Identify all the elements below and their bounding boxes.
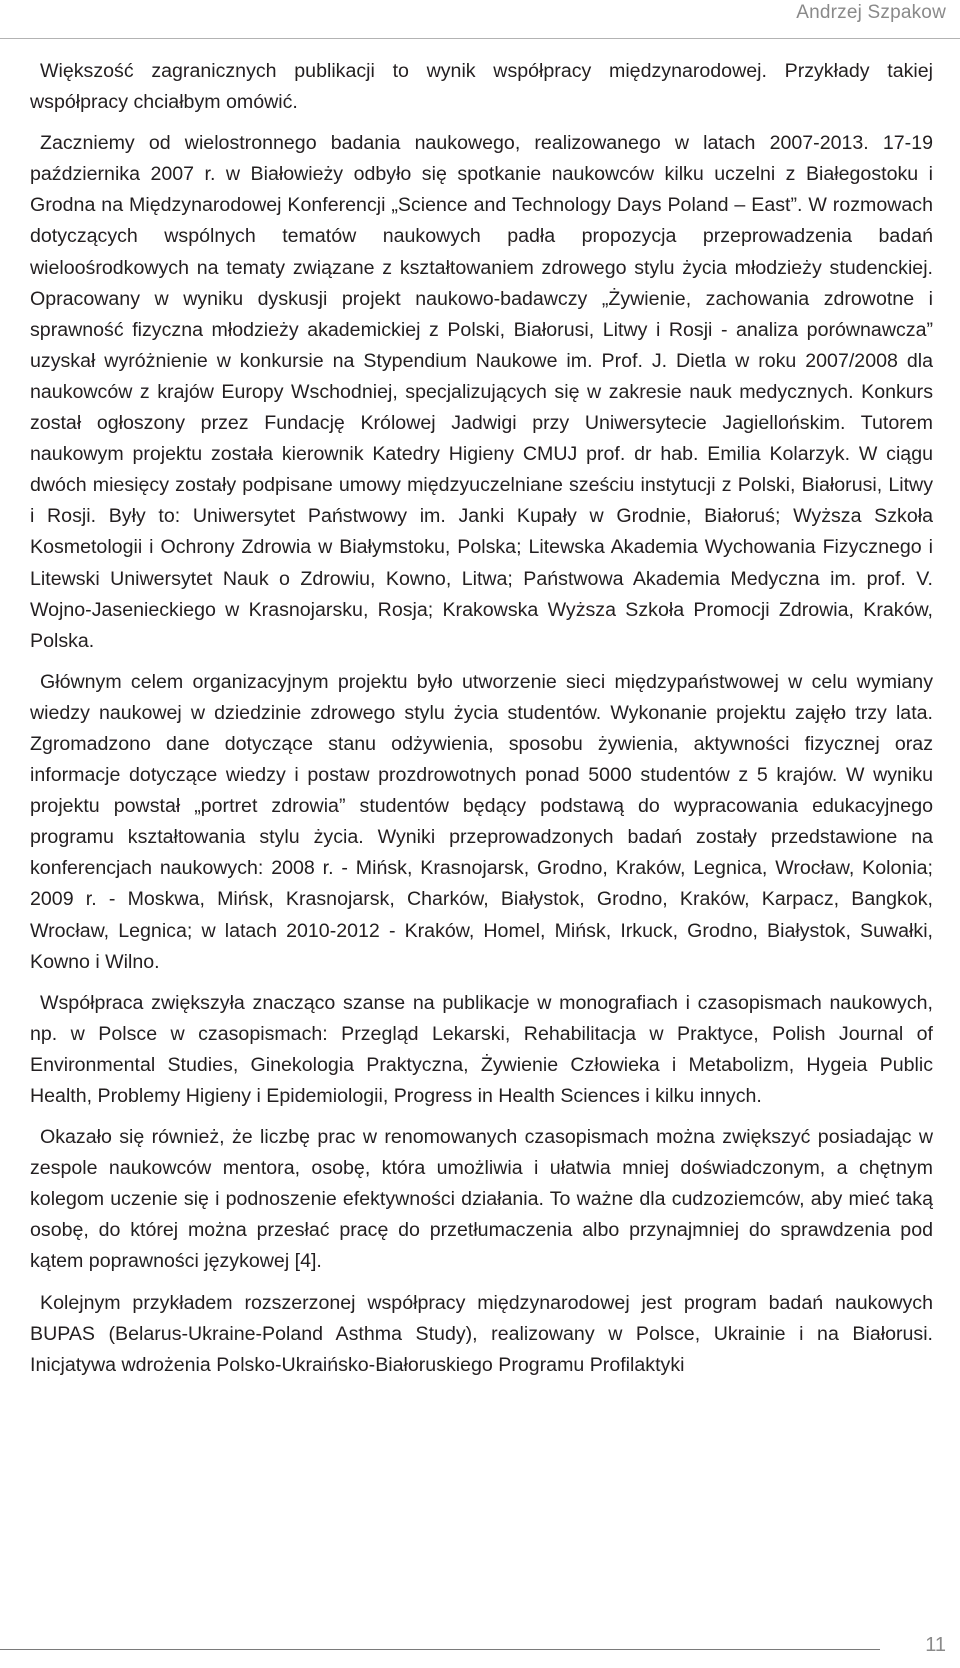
paragraph-5: Okazało się również, że liczbę prac w renomowanych czasopismach można zwiększyć posiadając w zespole naukowców mentora, osobę, która umożliwia i ułatwia mniej doświadczonym, a chętnym kolegom uczenie się i podnoszenie efektywności działania. To ważne dla cudzoziemców, aby mieć taką osobę, do której można przesłać pracę do przetłumaczenia albo przynajmniej do sprawdzenia pod kątem poprawności językowej [4]. [30, 1126, 933, 1273]
paragraph-4: Współpraca zwiększyła znacząco szanse na publikacje w monografiach i czasopismach naukowych, np. w Polsce w czasopismach: Przegląd Lekarski, Rehabilitacja w Praktyce, Polish Journal of Environmental Studies, Ginekologia Praktyczna, Żywienie Człowieka i Metabolizm, Hygeia Public Health, Problemy Higieny i Epidemiologii, Progress in Health Sciences i kilku innych. [30, 991, 933, 1107]
paragraph-3: Głównym celem organizacyjnym projektu było utworzenie sieci międzypaństwowej w celu wymiany wiedzy naukowej w dziedzinie zdrowego stylu życia studentów. Wykonanie projektu zajęło trzy lata. Zgromadzono dane dotyczące stanu odżywienia, sposobu żywienia, aktywności fizycznej oraz informacje dotyczące wiedzy i postaw prozdrowotnych ponad 5000 studentów z 5 krajów. W wyniku projektu powstał „portret zdrowia” studentów będący podstawą do wypracowania edukacyjnego programu kształtowania stylu życia. Wyniki przeprowadzonych badań zostały przedstawione na konferencjach naukowych: 2008 r. - Mińsk, Krasnojarsk, Grodno, Kraków, Legnica, Wrocław, Kolonia; 2009 r. - Moskwa, Mińsk, Krasnojarsk, Charków, Białystok, Grodno, Kraków, Karpacz, Bangkok, Wrocław, Legnica; w latach 2010-2012 - Kraków, Homel, Mińsk, Irkuck, Grodno, Białystok, Suwałki, Kowno i Wilno. [30, 670, 933, 973]
paragraph-6: Kolejnym przykładem rozszerzonej współpracy międzynarodowej jest program badań naukowych BUPAS (Belarus-Ukraine-Poland Asthma Study), realizowany w Polsce, Ukrainie i na Białorusi. Inicjatywa wdrożenia Polsko-Ukraińsko-Białoruskiego Programu Profilaktyki [30, 1291, 933, 1376]
page-number: 11 [925, 1634, 946, 1656]
paragraph-1: Większość zagranicznych publikacji to wynik współpracy międzynarodowej. Przykłady takiej współpracy chciałbym omówić. [30, 60, 933, 114]
running-head-author: Andrzej Szpakow [796, 2, 946, 23]
paragraph-2: Zaczniemy od wielostronnego badania naukowego, realizowanego w latach 2007-2013. 17-19 października 2007 r. w Białowieży odbyło się spotkanie naukowców kilku uczelni z Białegostoku i Grodna na Międzynarodowej Konferencji „Science and Technology Days Poland – East”. W rozmowach dotyczących wspólnych tematów naukowych padła propozycja przeprowadzenia badań wieloośrodkowych na tematy związane z kształtowaniem zdrowego stylu życia młodzieży studenckiej. Opracowany w wyniku dyskusji projekt naukowo-badawczy „Żywienie, zachowania zdrowotne i sprawność fizyczna młodzieży akademickiej z Polski, Białorusi, Litwy i Rosji - analiza porównawcza” uzyskał wyróżnienie w konkursie na Stypendium Naukowe im. Prof. J. Dietla w roku 2007/2008 dla naukowców z krajów Europy Wschodniej, specjalizujących się w zakresie nauk medycznych. Konkurs został ogłoszony przez Fundację Królowej Jadwigi przy Uniwersytecie Jagiellońskim. Tutorem naukowym projektu została kierownik Katedry Higieny CMUJ prof. dr hab. Emilia Kolarzyk. W ciągu dwóch miesięcy zostały podpisane umowy międzyuczelniane sześciu instytucji z Polski, Białorusi, Litwy i Rosji. Były to: Uniwersytet Państwowy im. Janki Kupały w Grodnie, Białoruś; Wyższa Szkoła Kosmetologii i Ochrony Zdrowia w Białymstoku, Polska; Litewska Akademia Wychowania Fizycznego i Litewski Uniwersytet Nauk o Zdrowiu, Kowno, Litwa; Państwowa Akademia Medyczna im. prof. V. Wojno-Jasenieckiego w Krasnojarsku, Rosja; Krakowska Wyższa Szkoła Promocji Zdrowia, Kraków, Polska. [30, 132, 933, 652]
footer-rule [0, 1649, 880, 1650]
article-body [30, 56, 933, 1391]
